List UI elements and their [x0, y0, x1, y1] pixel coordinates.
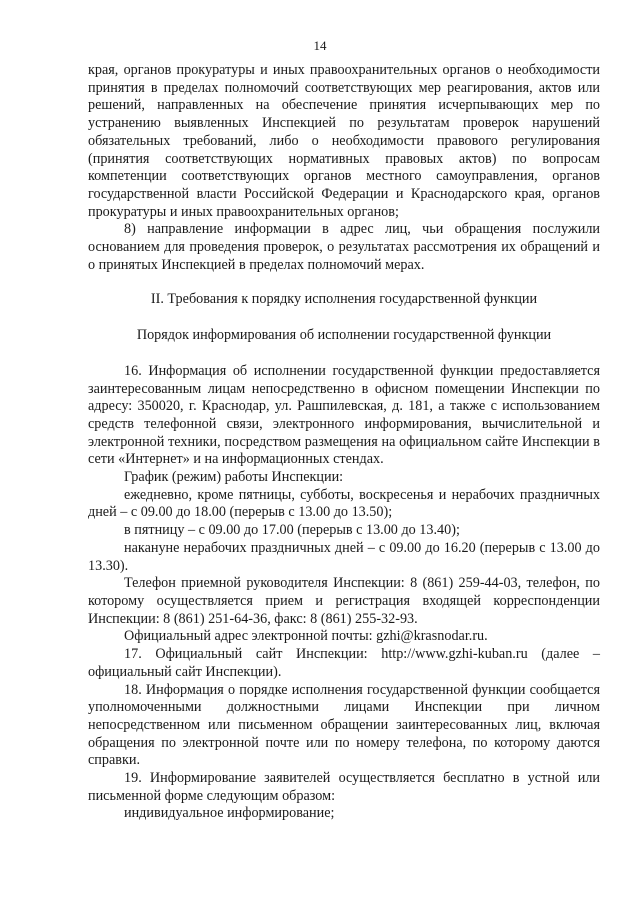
- email-info: Официальный адрес электронной почты: gzhi@krasnodar.ru.: [124, 628, 488, 645]
- paragraph-continuation: края, органов прокуратуры и иных правоохранительных органов о необходимости принятия в пределах полномочий соответствующих мер реагирования, актов или решений, направленных на обеспечение принятия исчерпывающих мер по устранению выявленных Инспекцией по результатам проверок нарушений обязательных требований, либо о необходимости правового регулирования (принятия соответствующих нормативных правовых актов) по вопросам компетенции соответствующих органов местного самоуправления, органов государственной власти Российской Федерации и Краснодарского края, органов прокуратуры и иных правоохранительных органов;: [88, 62, 600, 220]
- section-heading: II. Требования к порядку исполнения государственной функции: [150, 291, 538, 308]
- list-item-individual: индивидуальное информирование;: [124, 805, 335, 822]
- phone-info: Телефон приемной руководителя Инспекции: 8 (861) 259-44-03, телефон, по которому осуществляется прием и регистрация входящей корреспонденции Инспекции: 8 (861) 251-64-36, факс: 8 (861) 255-32-93.: [88, 575, 600, 627]
- paragraph-16: 16. Информация об исполнении государственной функции предоставляется заинтересованным лицам непосредственно в офисном помещении Инспекции по адресу: 350020, г. Краснодар, ул. Рашпилевская, д. 181, а также с использованием средств телефонной связи, электронного информирования, вычислительной и электронной техники, посредством размещения на официальном сайте Инспекции в сети «Интернет» и на информационных стендах.: [88, 362, 600, 468]
- paragraph-19: 19. Информирование заявителей осуществляется бесплатно в устной или письменной форме следующим образом:: [88, 770, 600, 804]
- document-body: [88, 62, 600, 823]
- page-number: 14: [313, 38, 327, 53]
- paragraph-18: 18. Информация о порядке исполнения государственной функции сообщается уполномоченными должностными лицами Инспекции при личном непосредственном или письменном обращении заинтересованных лиц, включая обращения по электронной почте или по номеру телефона, по которому даются справки.: [88, 681, 600, 769]
- schedule-weekdays: ежедневно, кроме пятницы, субботы, воскресенья и нерабочих праздничных дней – с 09.00 до 18.00 (перерыв с 13.00 до 13.50);: [88, 486, 600, 521]
- schedule-heading: График (режим) работы Инспекции:: [124, 469, 344, 486]
- paragraph-17: 17. Официальный сайт Инспекции: http://www.gzhi-kuban.ru (далее – официальный сайт Инспекции).: [88, 646, 600, 680]
- schedule-pre-holiday: накануне нерабочих праздничных дней – с 09.00 до 16.20 (перерыв с 13.00 до 13.30).: [88, 539, 600, 574]
- paragraph-item-8: 8) направление информации в адрес лиц, чьи обращения послужили основанием для проведения проверок, о результатах рассмотрения их обращений и о принятых Инспекцией в пределах полномочий мерах.: [88, 221, 600, 273]
- subsection-heading: Порядок информирования об исполнении государственной функции: [136, 327, 552, 344]
- schedule-friday: в пятницу – с 09.00 до 17.00 (перерыв с 13.00 до 13.40);: [124, 522, 460, 539]
